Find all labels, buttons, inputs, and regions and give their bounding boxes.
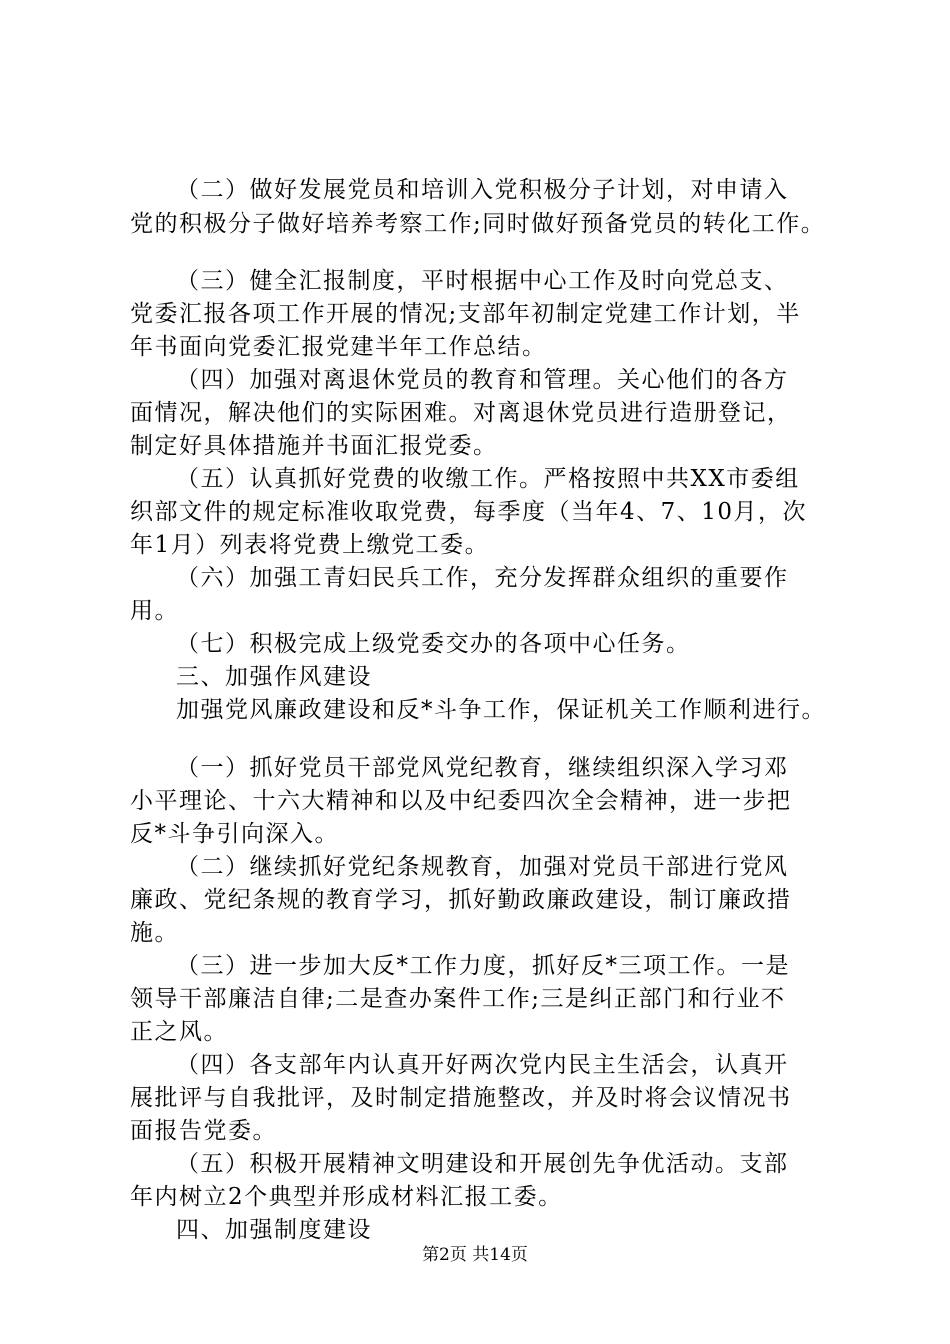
- text-line: 年书面向党委汇报党建半年工作总结。: [130, 334, 547, 360]
- section-heading: 三、加强作风建设: [176, 664, 372, 690]
- text-line: 领导干部廉洁自律;二是查办案件工作;三是纠正部门和行业不: [130, 986, 786, 1012]
- text-line: （一）抓好党员干部党风党纪教育，继续组织深入学习邓: [176, 755, 789, 781]
- text-line: 加强党风廉政建设和反*斗争工作，保证机关工作顺利进行。: [176, 697, 826, 723]
- text-line: 正之风。: [130, 1019, 228, 1045]
- text-line: 年1月）列表将党费上缴党工委。: [130, 532, 490, 558]
- text-line: 施。: [130, 920, 179, 946]
- text-line: 反*斗争引向深入。: [130, 821, 339, 847]
- page-footer: 第2页 共14页: [422, 1245, 528, 1265]
- text-line: 年内树立2个典型并形成材料汇报工委。: [130, 1184, 563, 1210]
- text-line: （五）积极开展精神文明建设和开展创先争优活动。支部: [176, 1151, 789, 1177]
- text-line: （二）继续抓好党纪条规教育，加强对党员干部进行党风: [176, 854, 789, 880]
- text-line: 党委汇报各项工作开展的情况;支部年初制定党建工作计划，半: [130, 301, 801, 327]
- section-heading: 四、加强制度建设: [176, 1217, 372, 1243]
- text-line: （四）加强对离退休党员的教育和管理。关心他们的各方: [176, 367, 789, 393]
- text-line: 展批评与自我批评，及时制定措施整改，并及时将会议情况书: [130, 1085, 792, 1111]
- text-line: 织部文件的规定标准收取党费，每季度（当年4、7、10月，次: [130, 499, 808, 525]
- text-line: 面情况，解决他们的实际困难。对离退休党员进行造册登记，: [130, 400, 792, 426]
- text-line: 廉政、党纪条规的教育学习，抓好勤政廉政建设，制订廉政措: [130, 887, 792, 913]
- text-line: （七）积极完成上级党委交办的各项中心任务。: [176, 631, 691, 657]
- text-line: （三）健全汇报制度，平时根据中心工作及时向党总支、: [176, 268, 789, 294]
- text-line: （二）做好发展党员和培训入党积极分子计划，对申请入: [176, 177, 789, 203]
- text-line: （五）认真抓好党费的收缴工作。严格按照中共XX市委组: [176, 466, 800, 492]
- text-line: 小平理论、十六大精神和以及中纪委四次全会精神，进一步把: [130, 788, 792, 814]
- text-line: （六）加强工青妇民兵工作，充分发挥群众组织的重要作: [176, 565, 789, 591]
- text-line: （三）进一步加大反*工作力度，抓好反*三项工作。一是: [176, 953, 790, 979]
- text-line: 党的积极分子做好培养考察工作;同时做好预备党员的转化工作。: [130, 211, 826, 237]
- text-line: （四）各支部年内认真开好两次党内民主生活会，认真开: [176, 1052, 789, 1078]
- text-line: 用。: [130, 598, 179, 624]
- text-line: 面报告党委。: [130, 1118, 277, 1144]
- text-line: 制定好具体措施并书面汇报党委。: [130, 433, 498, 459]
